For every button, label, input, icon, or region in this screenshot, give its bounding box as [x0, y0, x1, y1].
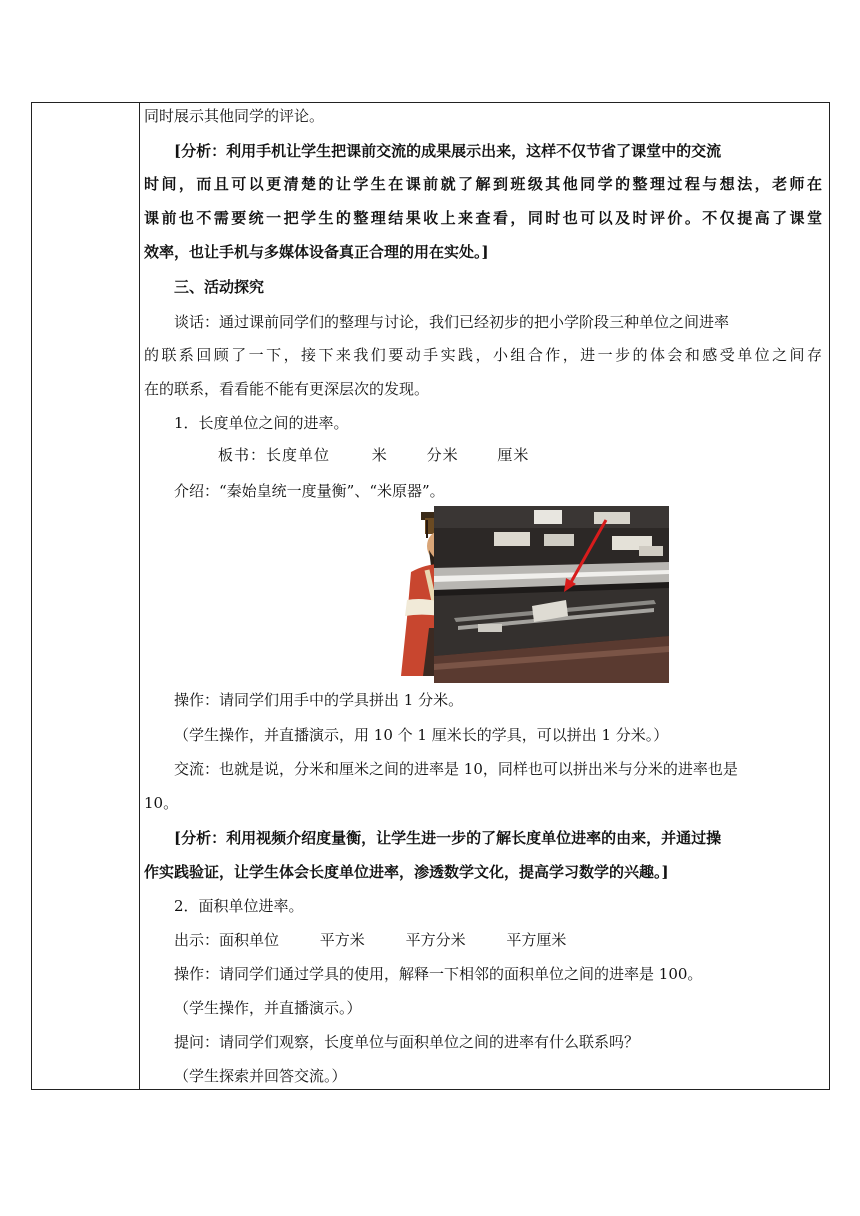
text-line: 10。 — [144, 794, 179, 812]
text-line: （学生操作，并直播演示。） — [174, 999, 362, 1017]
board-unit: 厘米 — [497, 446, 530, 464]
analysis-line: 时间，而且可以更清楚的让学生在课前就了解到班级其他同学的整理过程与想法，老师在 — [144, 175, 822, 193]
show-line — [174, 930, 566, 950]
text-line: 提问：请同学们观察，长度单位与面积单位之间的进率有什么联系吗？ — [174, 1033, 640, 1051]
text-line: 介绍：“秦始皇统一度量衡”、“米原器”。 — [174, 482, 445, 500]
show-unit: 平方厘米 — [506, 931, 567, 949]
text-line: （学生操作，并直播演示，用 10 个 1 厘米长的学具，可以拼出 1 分米。） — [174, 726, 669, 744]
left-column-cell — [32, 103, 140, 1089]
section-heading: 三、活动探究 — [174, 278, 265, 296]
show-unit: 平方分米 — [405, 931, 466, 949]
show-label: 出示：面积单位 — [174, 931, 280, 949]
analysis-line: [分析：利用手机让学生把课前交流的成果展示出来，这样不仅节省了课堂中的交流 — [174, 142, 722, 160]
board-label: 板书：长度单位 — [218, 446, 331, 464]
text-line: 的联系回顾了一下，接下来我们要动手实践，小组合作，进一步的体会和感受单位之间存 — [144, 346, 822, 364]
blackboard-line — [218, 445, 529, 465]
text-line: 操作：请同学们用手中的学具拼出 1 分米。 — [174, 691, 464, 709]
text-line: 操作：请同学们通过学具的使用，解释一下相邻的面积单位之间的进率是 100。 — [174, 965, 703, 983]
show-unit: 平方米 — [319, 931, 365, 949]
analysis-line: [分析：利用视频介绍度量衡，让学生进一步的了解长度单位进率的由来，并通过操 — [174, 829, 722, 847]
text-line: 同时展示其他同学的评论。 — [144, 107, 325, 125]
text-line: 在的联系，看看能不能有更深层次的发现。 — [144, 380, 430, 398]
subheading: 2．面积单位进率。 — [174, 897, 304, 915]
text-line: 交流：也就是说，分米和厘米之间的进率是 10，同样也可以拼出米与分米的进率也是 — [174, 760, 738, 778]
analysis-line: 效率，也让手机与多媒体设备真正合理的用在实处。] — [144, 243, 489, 261]
analysis-line: 作实践验证，让学生体会长度单位进率，渗透数学文化，提高学习数学的兴趣。] — [144, 863, 669, 881]
text-line: 谈话：通过课前同学们的整理与讨论，我们已经初步的把小学阶段三种单位之间进率 — [174, 313, 730, 331]
text-line: （学生探索并回答交流。） — [174, 1067, 347, 1085]
board-unit: 分米 — [426, 446, 459, 464]
meter-prototype-image — [434, 506, 669, 683]
lesson-table — [31, 102, 830, 1090]
subheading: 1．长度单位之间的进率。 — [174, 414, 349, 432]
board-unit: 米 — [371, 446, 388, 464]
analysis-line: 课前也不需要统一把学生的整理结果收上来查看，同时也可以及时评价。不仅提高了课堂 — [144, 209, 822, 227]
